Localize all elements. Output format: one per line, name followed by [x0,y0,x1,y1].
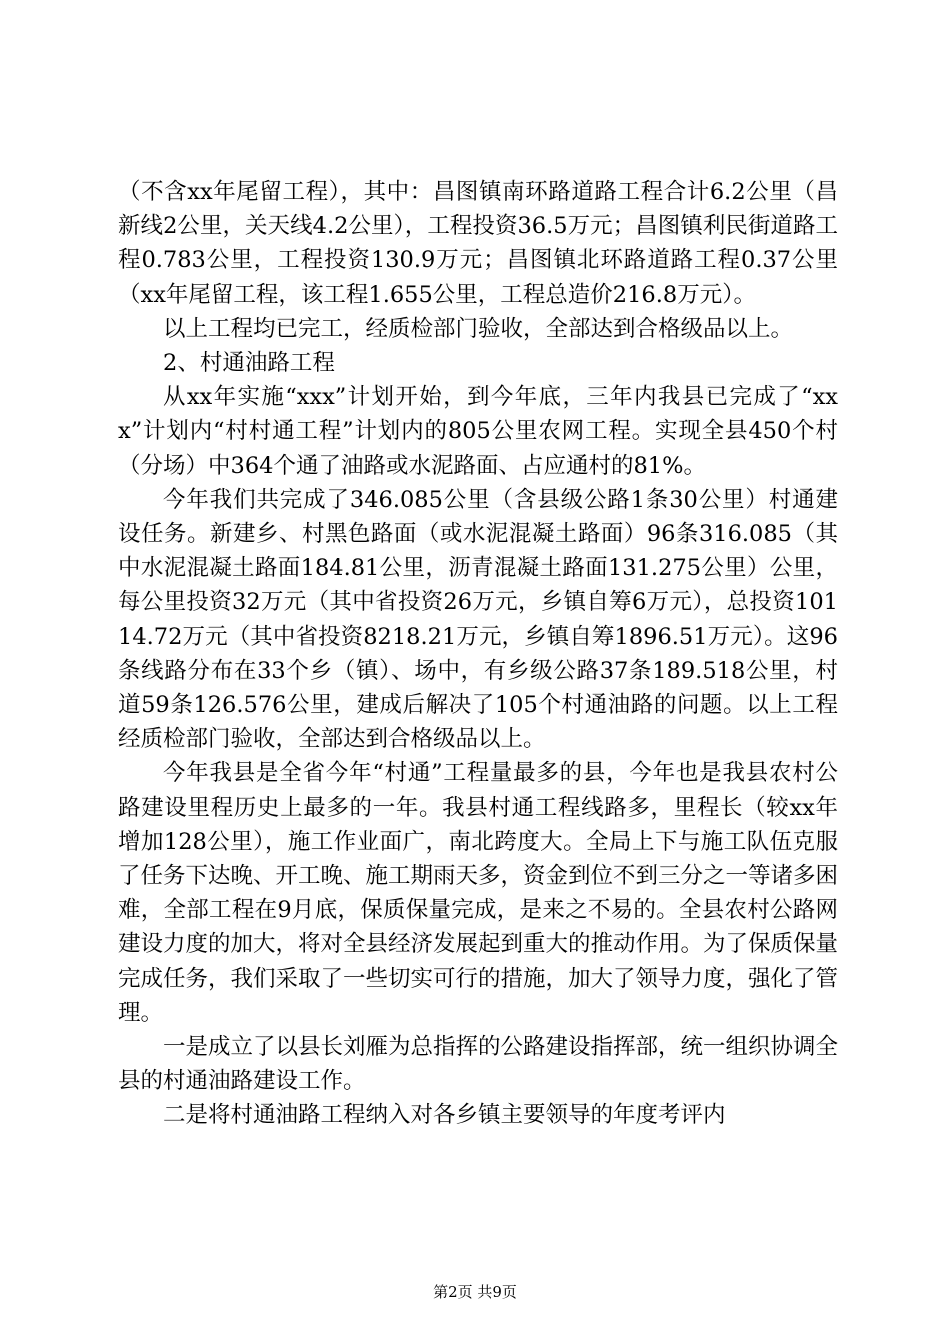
paragraph-5: 今年我县是全省今年“村通”工程量最多的县，今年也是我县农村公路建设里程历史上最多的一年。我县村通工程线路多，里程长（较xx年增加128公里），施工作业面广，南北跨度大。全局上下与施工队伍克服了任务下达晚、开工晚、施工期雨天多，资金到位不到三分之一等诸多困难，全部工程在9月底，保质保量完成，是来之不易的。全县农村公路网建设力度的加大，将对全县经济发展起到重大的推动作用。为了保质保量完成任务，我们采取了一些切实可行的措施，加大了领导力度，强化了管理。 [118,760,839,1026]
paragraph-1: （不含xx年尾留工程），其中：昌图镇南环路道路工程合计6.2公里（昌新线2公里，关天线4.2公里），工程投资36.5万元；昌图镇利民街道路工程0.783公里，工程投资130.9万元；昌图镇北环路道路工程0.37公里（xx年尾留工程，该工程1.655公里，工程总造价216.8万元）。 [118,179,838,308]
document-body [118,175,838,1133]
paragraph-2: 以上工程均已完工，经质检部门验收，全部达到合格级品以上。 [163,315,794,342]
paragraph-4: 今年我们共完成了346.085公里（含县级公路1条30公里）村通建设任务。新建乡、村黑色路面（或水泥混凝土路面）96条316.085（其中水泥混凝土路面184.81公里，沥青混凝土路面131.275公里）公里，每公里投资32万元（其中省投资26万元，乡镇自筹6万元），总投资10114.72万元（其中省投资8218.21万元，乡镇自筹1896.51万元）。这96条线路分布在33个乡（镇）、场中，有乡级公路37条189.518公里，村道59条126.576公里，建成后解决了105个村通油路的问题。以上工程经质检部门验收，全部达到合格级品以上。 [118,486,838,753]
page-footer: 第2页 共9页 [433,1283,517,1301]
section-heading: 2、村通油路工程 [163,350,335,377]
paragraph-7: 二是将村通油路工程纳入对各乡镇主要领导的年度考评内 [163,1102,726,1129]
paragraph-3: 从xx年实施“xxx”计划开始，到今年底，三年内我县已完成了“xxx”计划内“村村通工程”计划内的805公里农网工程。实现全县450个村（分场）中364个通了油路或水泥路面、占应通村的81%。 [118,384,838,479]
paragraph-6: 一是成立了以县长刘雁为总指挥的公路建设指挥部，统一组织协调全县的村通油路建设工作。 [118,1034,839,1095]
